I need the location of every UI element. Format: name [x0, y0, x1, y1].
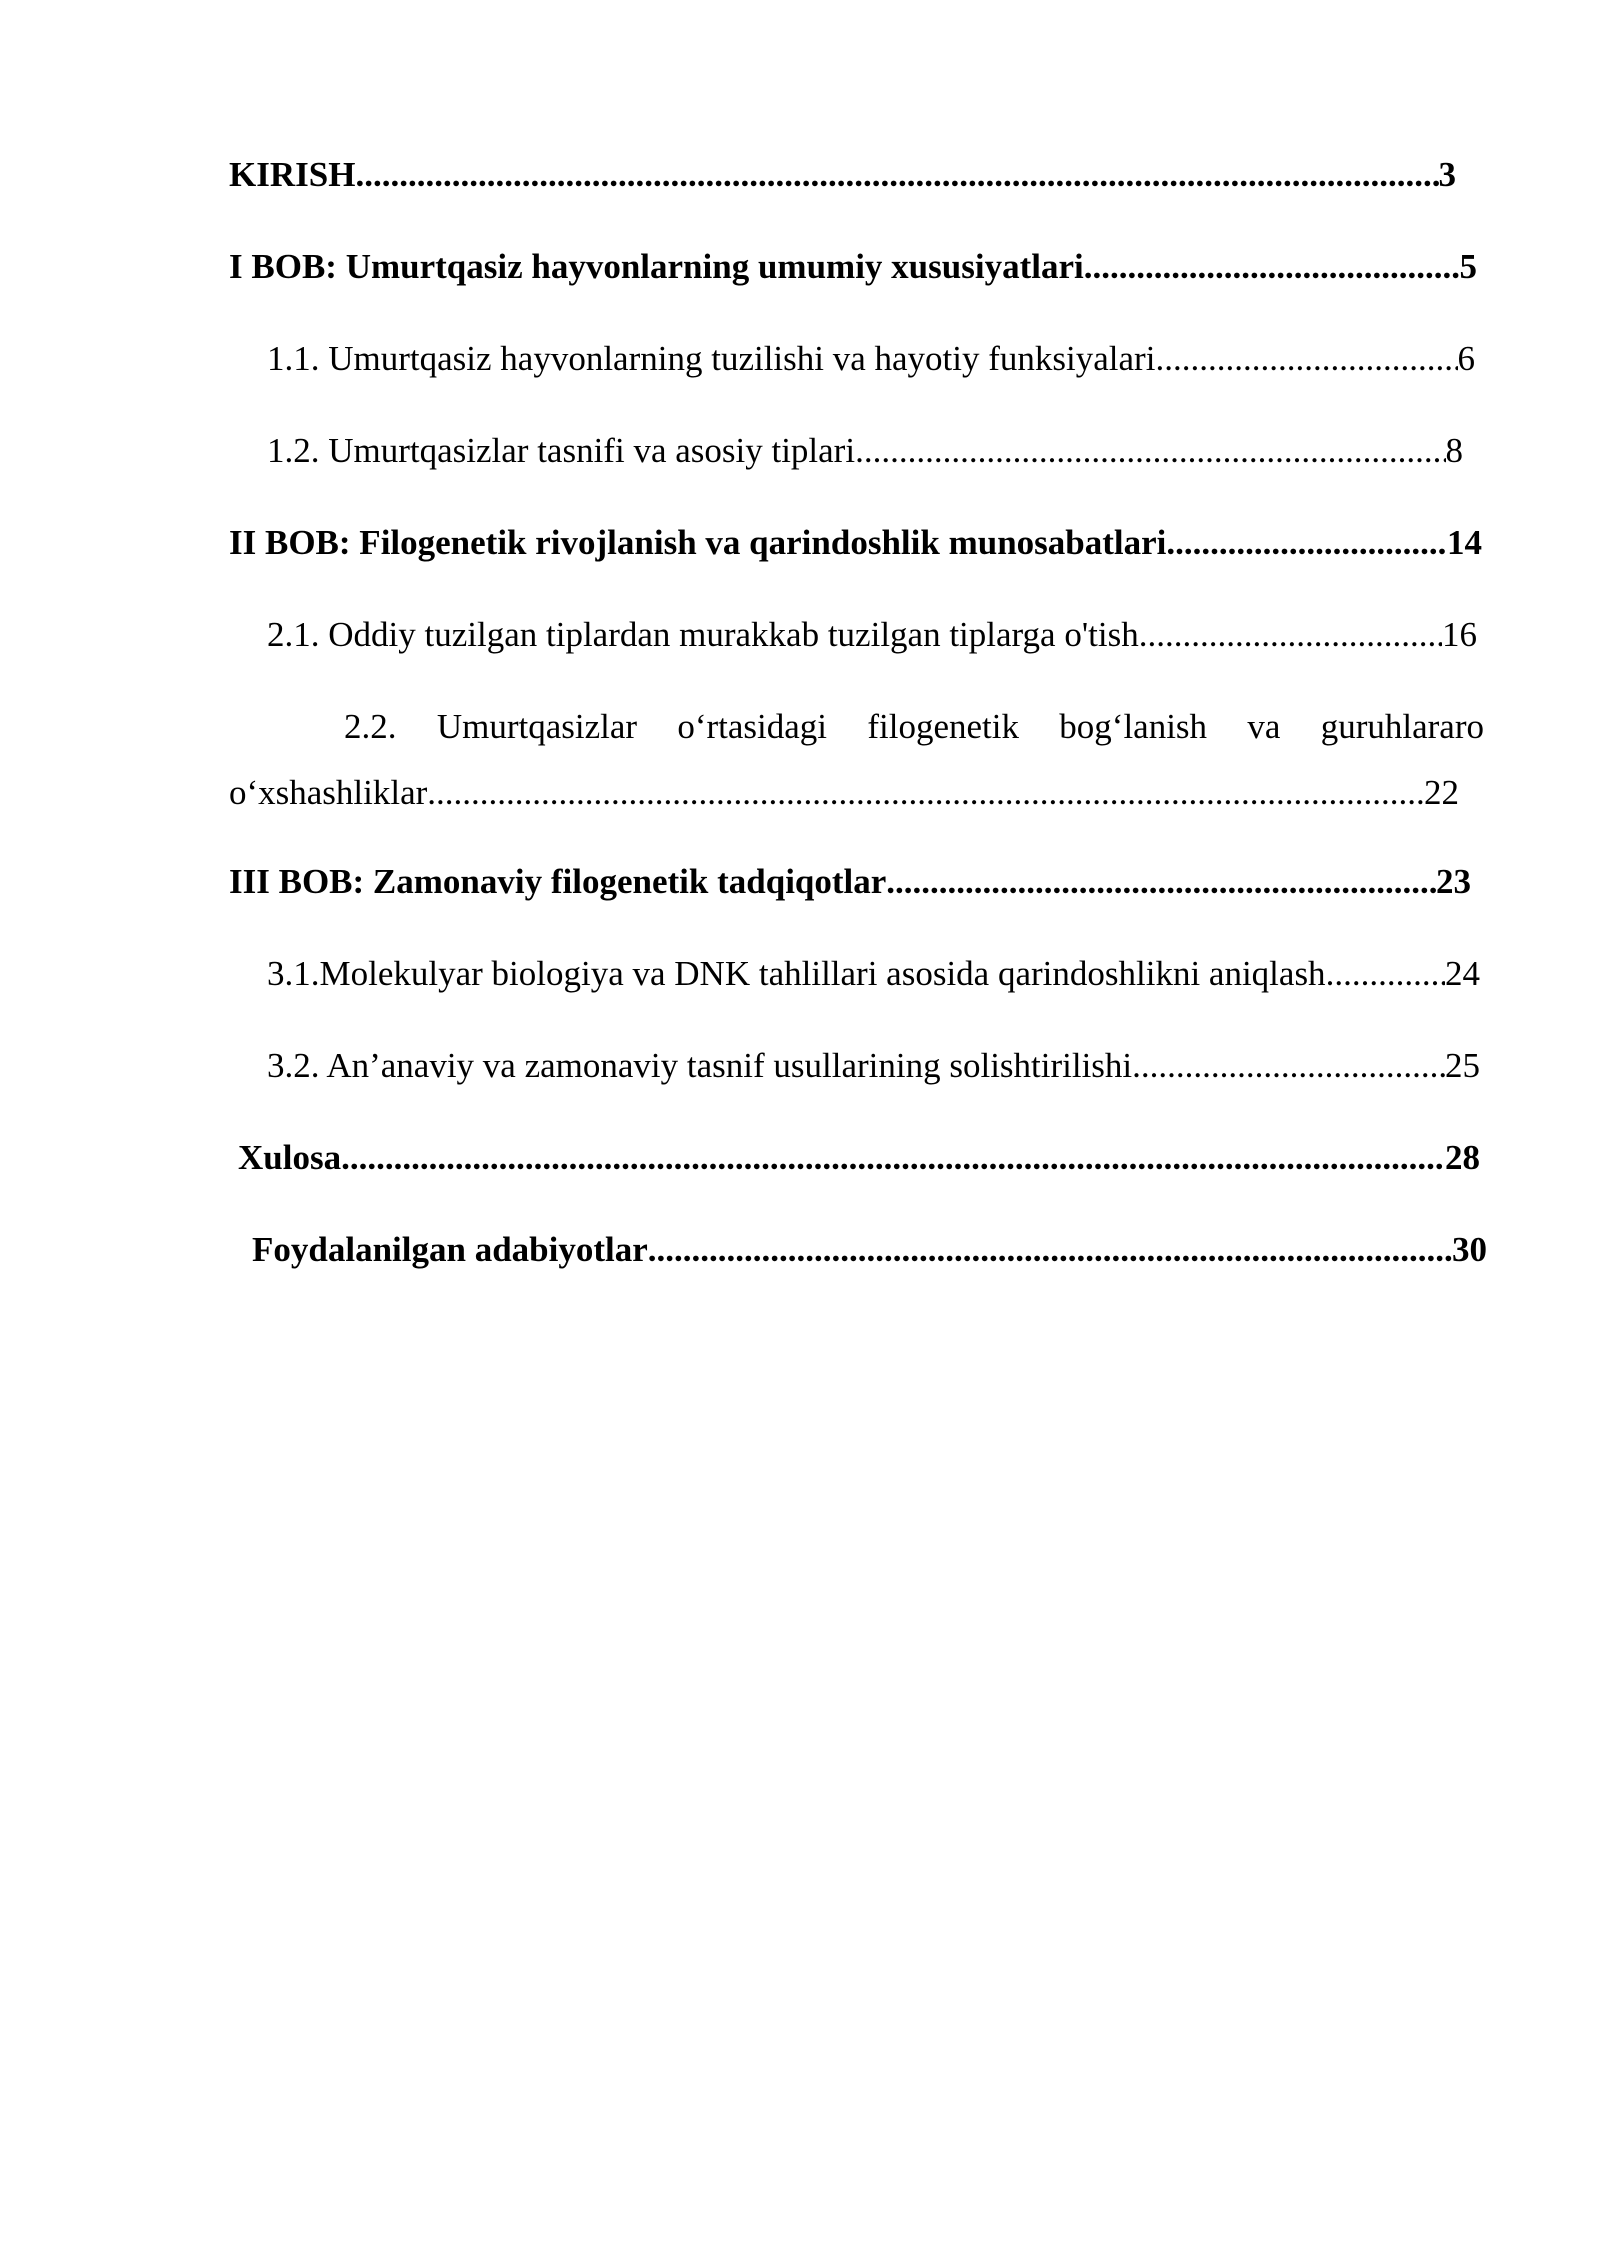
toc-entry-title: 1.1. Umurtqasiz hayvonlarning tuzilishi va hayotiy funksiyalari — [267, 339, 1156, 378]
dot-leader — [855, 431, 1445, 471]
toc-entry-section-2-1[interactable] — [267, 615, 1477, 655]
toc-entry-title: 1.2. Umurtqasizlar tasnifi va asosiy tiplari — [267, 431, 856, 470]
dot-leader — [355, 155, 1438, 195]
toc-entry-title: I BOB: Umurtqasiz hayvonlarning umumiy xususiyatlari — [229, 247, 1084, 286]
toc-entry-title-line2: o‘xshashliklar — [229, 773, 428, 812]
toc-entry-page: 16 — [1442, 615, 1477, 654]
toc-entry-line2 — [229, 773, 1459, 813]
toc-entry-title-line1: 2.2. Umurtqasizlar o‘rtasidagi filogenetik bog‘lanish va guruhlararo — [344, 707, 1484, 746]
toc-entry-title: 3.2. An’anaviy va zamonaviy tasnif usullarining solishtirilishi — [267, 1046, 1133, 1085]
toc-entry-page: 25 — [1445, 1046, 1480, 1085]
toc-entry-page: 22 — [1424, 773, 1459, 812]
dot-leader — [648, 1230, 1452, 1270]
toc-entry-page: 5 — [1459, 247, 1477, 286]
toc-entry-section-2-2[interactable] — [229, 707, 1484, 813]
toc-entry-page: 14 — [1447, 523, 1482, 562]
toc-entry-chapter-3[interactable] — [229, 862, 1471, 902]
dot-leader — [1084, 247, 1460, 287]
toc-entry-title: Foydalanilgan adabiyotlar — [252, 1230, 648, 1269]
toc-entry-chapter-2[interactable] — [229, 523, 1482, 563]
toc-entry-page: 23 — [1436, 862, 1471, 901]
dot-leader — [1166, 523, 1447, 563]
toc-entry-title: Xulosa — [238, 1138, 342, 1177]
toc-entry-title: II BOB: Filogenetik rivojlanish va qarindoshlik munosabatlari — [229, 523, 1167, 562]
toc-entry-title: KIRISH — [229, 155, 356, 194]
dot-leader — [427, 773, 1424, 813]
toc-entry-page: 6 — [1457, 339, 1475, 378]
toc-entry-section-1-2[interactable] — [267, 431, 1463, 471]
toc-entry-xulosa[interactable] — [238, 1138, 1480, 1178]
dot-leader — [1155, 339, 1457, 379]
toc-entry-references[interactable] — [252, 1230, 1487, 1270]
toc-entry-section-1-1[interactable] — [267, 339, 1475, 379]
toc-entry-page: 30 — [1452, 1230, 1487, 1269]
toc-entry-page: 3 — [1438, 155, 1456, 194]
toc-entry-chapter-1[interactable] — [229, 247, 1477, 287]
dot-leader — [1132, 1046, 1445, 1086]
toc-entry-page: 8 — [1445, 431, 1463, 470]
toc-entry-kirish[interactable] — [229, 155, 1456, 195]
toc-entry-section-3-2[interactable] — [267, 1046, 1480, 1086]
toc-entry-section-3-1[interactable] — [267, 954, 1480, 994]
toc-entry-title: III BOB: Zamonaviy filogenetik tadqiqotlar — [229, 862, 887, 901]
dot-leader — [886, 862, 1436, 902]
toc-entry-title: 2.1. Oddiy tuzilgan tiplardan murakkab tuzilgan tiplarga o'tish — [267, 615, 1139, 654]
dot-leader — [1139, 615, 1442, 655]
toc-entry-page: 24 — [1445, 954, 1480, 993]
toc-entry-title: 3.1.Molekulyar biologiya va DNK tahlillari asosida qarindoshlikni aniqlash — [267, 954, 1326, 993]
dot-leader — [341, 1138, 1445, 1178]
dot-leader — [1326, 954, 1445, 994]
toc-entry-page: 28 — [1445, 1138, 1480, 1177]
